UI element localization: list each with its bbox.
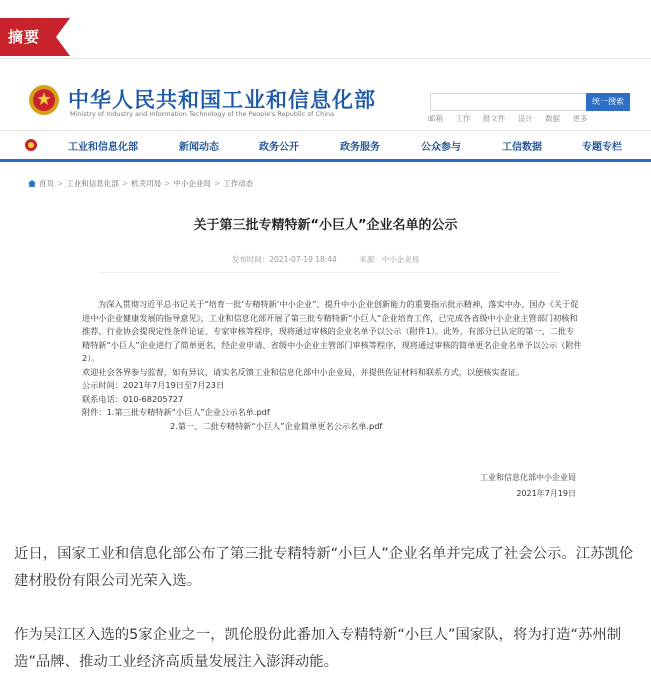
top-link[interactable]: 更多	[572, 114, 588, 123]
article-meta	[0, 254, 651, 265]
article-paragraph: 为深入贯彻习近平总书记关于“培育一批‘专精特新’中小企业”、提升中小企业创新能力的重要指示批示精神，落实中办、国办《关于促进中小企业健康发展的指导意见》，工业和信息化部开展了第三批专精特新“小巨人”企业培育工作，已完成各省级中小企业主管部门初核和推荐、行业协会提现定性条件论证、专家审核等程序，现将通过审核的企业名单予以公示（附件1）。此外，有部分已认定的第一、二批专精特新“小巨人”企业进行了简单更名，经企业申请、省级中小企业主管部门审核等程序，现将通过审核的简单更名企业名单予以公示（附件2）。	[82, 299, 582, 363]
article-paragraph: 欢迎社会各界参与监督，如有异议，请实名反馈工业和信息化部中小企业局，并提供佐证材料和联系方式，以便核实查证。	[82, 366, 525, 377]
signature-date: 2021年7月19日	[516, 489, 576, 498]
nav-item-miit[interactable]: 工业和信息化部	[68, 142, 138, 153]
search-input[interactable]	[430, 93, 588, 111]
divider	[100, 272, 560, 273]
publish-time: 发布时间：2021-07-19 18:44	[231, 255, 337, 264]
publicity-period: 公示时间：2021年7月19日至7月23日	[82, 380, 225, 390]
nav-item-special[interactable]: 专题专栏	[582, 142, 622, 153]
top-link[interactable]: 邮箱	[428, 114, 443, 123]
breadcrumb: 首页 > 工业和信息化部 > 机关司局 > 中小企业局 > 工作动态	[28, 178, 253, 189]
intro-paragraph: 作为吴江区入选的5家企业之一，凯伦股份此番加入专精特新“小巨人”国家队，将为打造“苏州制造”品牌、推动工业经济高质量发展注入澎湃动能。	[14, 627, 622, 670]
top-links	[428, 113, 597, 124]
top-link[interactable]: 工作	[455, 114, 471, 123]
article-body	[82, 298, 582, 433]
nav-item-open-affairs[interactable]: 政务公开	[259, 142, 299, 153]
top-link[interactable]: 设计	[517, 114, 533, 123]
attachment-link[interactable]: 2.第一、二批专精特新“小巨人”企业简单更名公示名单.pdf	[170, 420, 383, 431]
article-title: 关于第三批专精特新“小巨人”企业名单的公示	[193, 218, 458, 233]
nav-item-data[interactable]: 工信数据	[502, 142, 542, 153]
home-icon[interactable]	[24, 137, 38, 151]
attachment-link[interactable]: 附件：1.第三批专精特新“小巨人”企业公示名单.pdf	[82, 407, 270, 417]
intro-paragraph: 近日，国家工业和信息化部公布了第三批专精特新“小巨人”企业名单并完成了社会公示。江苏凯伦建材股份有限公司光荣入选。	[14, 546, 634, 589]
breadcrumb-item[interactable]: 工作动态	[223, 179, 254, 188]
summary-tag-label: 摘要	[8, 28, 41, 46]
top-link[interactable]: 数据	[545, 114, 561, 123]
screenshot-frame	[0, 58, 651, 519]
contact-phone: 联系电话：010-68205727	[82, 393, 184, 404]
signature-org: 工业和信息化部中小企业局	[480, 473, 576, 482]
breadcrumb-item[interactable]: 工业和信息化部	[66, 179, 119, 188]
national-emblem-icon	[28, 84, 60, 116]
top-link[interactable]: 报文件	[482, 114, 506, 123]
breadcrumb-item[interactable]: 中小企业局	[173, 179, 211, 188]
site-subtitle: Ministry of Industry and Information Technology of the People's Republic of China	[70, 110, 335, 118]
site-title: 中华人民共和国工业和信息化部	[68, 88, 376, 112]
summary-tag	[0, 18, 64, 56]
search-button[interactable]: 统一搜索	[586, 93, 630, 111]
breadcrumb-item[interactable]: 首页	[39, 179, 54, 188]
nav-item-services[interactable]: 政务服务	[340, 142, 380, 153]
nav-item-news[interactable]: 新闻动态	[179, 142, 219, 153]
breadcrumb-item[interactable]: 机关司局	[131, 179, 162, 188]
article-source: 来源：中小企业局	[359, 255, 420, 264]
home-icon	[28, 180, 36, 187]
nav-item-participation[interactable]: 公众参与	[421, 142, 461, 153]
